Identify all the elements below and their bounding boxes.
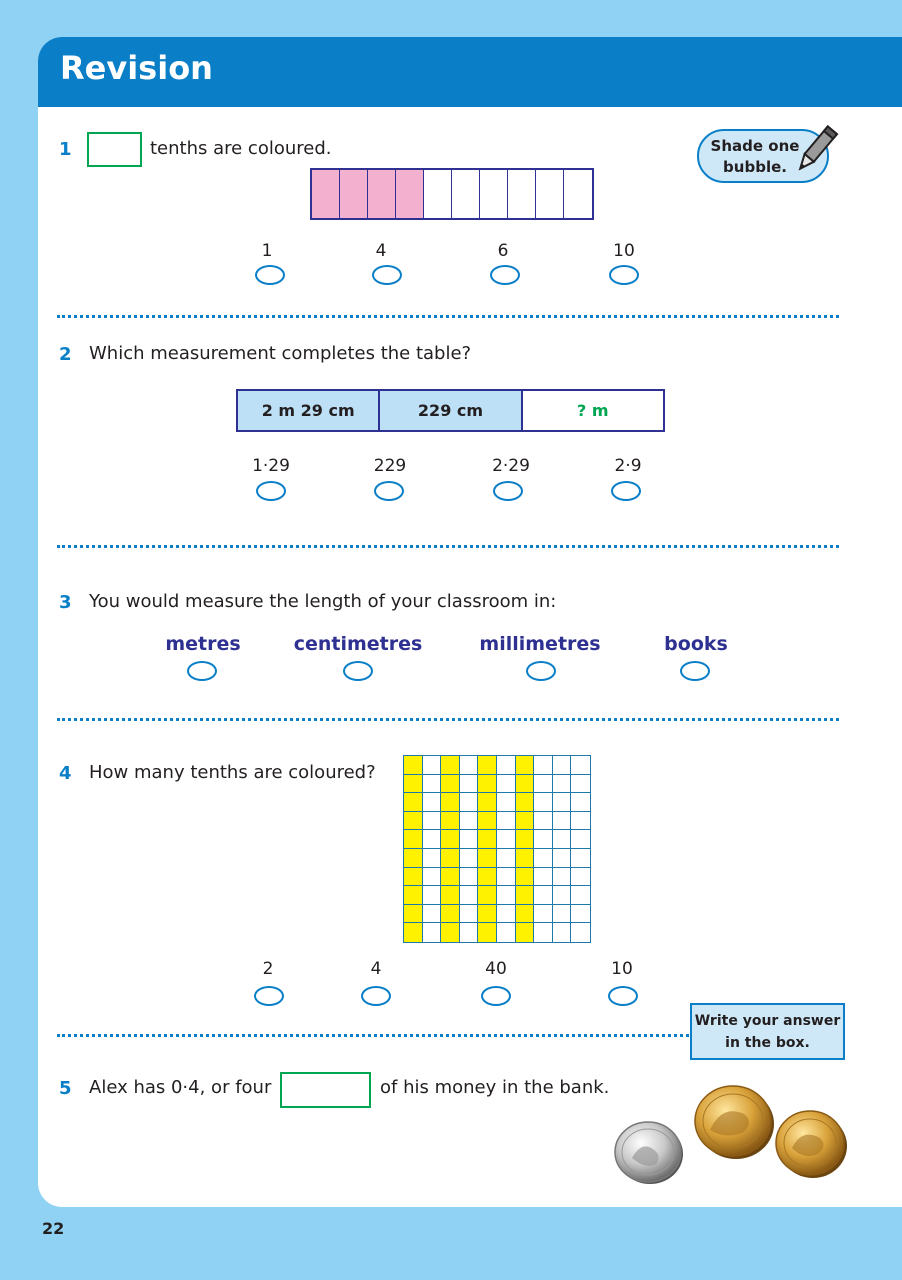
grid-cell-shaded xyxy=(441,812,460,831)
grid-cell xyxy=(460,775,479,794)
q2-table-cell: 229 cm xyxy=(378,391,520,430)
q2-option-label: 2·29 xyxy=(492,456,530,476)
grid-cell xyxy=(497,793,516,812)
q4-option-label: 10 xyxy=(611,959,633,979)
q3-option-label: books xyxy=(664,633,728,655)
coins-illustration xyxy=(610,1078,855,1190)
grid-cell-shaded xyxy=(404,812,423,831)
q2-table-cell: 2 m 29 cm xyxy=(238,391,378,430)
grid-cell xyxy=(423,793,442,812)
grid-cell xyxy=(571,756,590,775)
q3-text: You would measure the length of your classroom in: xyxy=(89,591,557,612)
grid-cell xyxy=(553,812,572,831)
grid-cell xyxy=(497,812,516,831)
grid-cell xyxy=(534,775,553,794)
grid-cell-shaded xyxy=(404,793,423,812)
grid-cell xyxy=(553,868,572,887)
q5-text-after: of his money in the bank. xyxy=(380,1077,610,1098)
q4-number: 4 xyxy=(59,763,72,784)
q2-option-bubble[interactable] xyxy=(374,481,404,501)
q2-option-label: 2·9 xyxy=(614,456,642,476)
grid-cell-shaded xyxy=(516,923,535,942)
q3-option-label: metres xyxy=(165,633,241,655)
grid-cell xyxy=(423,756,442,775)
q1-option-bubble[interactable] xyxy=(255,265,285,285)
grid-cell-shaded xyxy=(478,886,497,905)
strip-cell-shaded xyxy=(340,170,368,218)
q4-hundred-grid xyxy=(403,755,591,943)
grid-cell xyxy=(460,812,479,831)
q1-option-label: 6 xyxy=(497,241,509,261)
gold-coin-dollar xyxy=(695,1086,774,1159)
q3-number: 3 xyxy=(59,592,72,613)
grid-cell-shaded xyxy=(478,868,497,887)
grid-cell xyxy=(571,923,590,942)
grid-cell-shaded xyxy=(441,868,460,887)
grid-cell xyxy=(423,775,442,794)
grid-cell-shaded xyxy=(441,830,460,849)
grid-cell xyxy=(534,849,553,868)
grid-cell-shaded xyxy=(441,923,460,942)
grid-cell xyxy=(497,830,516,849)
grid-cell-shaded xyxy=(404,868,423,887)
q1-text: tenths are coloured. xyxy=(150,138,332,159)
grid-cell xyxy=(534,793,553,812)
write-tip-line2: in the box. xyxy=(725,1035,810,1051)
strip-cell xyxy=(424,170,452,218)
grid-cell xyxy=(423,830,442,849)
grid-cell xyxy=(553,775,572,794)
grid-cell xyxy=(497,868,516,887)
section-divider xyxy=(57,1034,689,1037)
gold-coin-two-dollar xyxy=(776,1111,847,1178)
grid-cell-shaded xyxy=(404,849,423,868)
grid-cell xyxy=(553,886,572,905)
q1-number: 1 xyxy=(59,139,72,160)
grid-cell xyxy=(423,886,442,905)
strip-cell xyxy=(480,170,508,218)
grid-cell-shaded xyxy=(516,830,535,849)
grid-cell xyxy=(423,868,442,887)
q4-text: How many tenths are coloured? xyxy=(89,762,376,783)
q2-measurement-table xyxy=(236,389,665,432)
q1-option-label: 1 xyxy=(261,241,273,261)
grid-cell xyxy=(460,923,479,942)
section-divider xyxy=(57,718,839,721)
grid-cell-shaded xyxy=(516,775,535,794)
q2-table-cell-unknown: ? m xyxy=(521,391,663,430)
q4-option-label: 4 xyxy=(370,959,382,979)
q1-option-bubble[interactable] xyxy=(609,265,639,285)
q5-text-before: Alex has 0·4, or four xyxy=(89,1077,272,1098)
q2-text: Which measurement completes the table? xyxy=(89,343,472,364)
strip-cell-shaded xyxy=(368,170,396,218)
grid-cell xyxy=(534,886,553,905)
q3-option-label: millimetres xyxy=(479,633,601,655)
page-title: Revision xyxy=(60,49,213,87)
page-header xyxy=(38,37,902,107)
grid-cell-shaded xyxy=(516,756,535,775)
grid-cell xyxy=(497,923,516,942)
section-divider xyxy=(57,315,839,318)
q2-option-bubble[interactable] xyxy=(493,481,523,501)
grid-cell xyxy=(553,905,572,924)
grid-cell-shaded xyxy=(441,905,460,924)
grid-cell xyxy=(534,923,553,942)
grid-cell xyxy=(423,905,442,924)
write-tip-line1: Write your answer xyxy=(694,1013,841,1029)
grid-cell xyxy=(423,812,442,831)
grid-cell-shaded xyxy=(404,905,423,924)
q1-option-label: 4 xyxy=(375,241,387,261)
grid-cell-shaded xyxy=(478,923,497,942)
grid-cell xyxy=(571,849,590,868)
grid-cell-shaded xyxy=(516,793,535,812)
grid-cell xyxy=(497,886,516,905)
grid-cell-shaded xyxy=(441,793,460,812)
q5-number: 5 xyxy=(59,1078,72,1099)
grid-cell xyxy=(534,905,553,924)
strip-cell xyxy=(564,170,592,218)
grid-cell-shaded xyxy=(478,849,497,868)
grid-cell-shaded xyxy=(516,812,535,831)
q4-option-bubble[interactable] xyxy=(361,986,391,1006)
grid-cell-shaded xyxy=(404,886,423,905)
grid-cell xyxy=(534,868,553,887)
grid-cell xyxy=(460,793,479,812)
grid-cell-shaded xyxy=(478,812,497,831)
grid-cell xyxy=(553,830,572,849)
q4-option-bubble[interactable] xyxy=(608,986,638,1006)
strip-cell-shaded xyxy=(312,170,340,218)
strip-cell xyxy=(536,170,564,218)
grid-cell-shaded xyxy=(404,923,423,942)
q5-answer-box[interactable] xyxy=(280,1072,371,1108)
q4-option-label: 2 xyxy=(262,959,274,979)
q2-option-bubble[interactable] xyxy=(256,481,286,501)
grid-cell xyxy=(571,868,590,887)
q2-option-bubble[interactable] xyxy=(611,481,641,501)
q4-option-label: 40 xyxy=(485,959,507,979)
grid-cell-shaded xyxy=(404,775,423,794)
grid-cell xyxy=(571,793,590,812)
strip-cell-shaded xyxy=(396,170,424,218)
q1-option-label: 10 xyxy=(613,241,635,261)
write-answer-tip xyxy=(690,1003,845,1060)
grid-cell xyxy=(460,756,479,775)
grid-cell-shaded xyxy=(441,849,460,868)
shade-tip-line2: bubble. xyxy=(723,158,787,176)
grid-cell-shaded xyxy=(478,756,497,775)
q2-option-label: 1·29 xyxy=(252,456,290,476)
grid-cell xyxy=(534,812,553,831)
grid-cell xyxy=(497,775,516,794)
grid-cell-shaded xyxy=(516,849,535,868)
grid-cell xyxy=(497,905,516,924)
grid-cell-shaded xyxy=(516,905,535,924)
grid-cell-shaded xyxy=(404,756,423,775)
grid-cell-shaded xyxy=(516,886,535,905)
grid-cell-shaded xyxy=(478,775,497,794)
strip-cell xyxy=(508,170,536,218)
page-number: 22 xyxy=(42,1219,65,1238)
grid-cell-shaded xyxy=(441,756,460,775)
shade-tip-line1: Shade one xyxy=(710,137,800,155)
grid-cell xyxy=(571,812,590,831)
pencil-icon xyxy=(790,122,840,180)
grid-cell-shaded xyxy=(404,830,423,849)
grid-cell xyxy=(460,849,479,868)
grid-cell-shaded xyxy=(441,775,460,794)
grid-cell xyxy=(553,849,572,868)
silver-coin xyxy=(615,1122,683,1184)
q1-option-bubble[interactable] xyxy=(372,265,402,285)
grid-cell-shaded xyxy=(478,793,497,812)
grid-cell xyxy=(571,775,590,794)
grid-cell xyxy=(571,905,590,924)
grid-cell xyxy=(553,923,572,942)
q4-option-bubble[interactable] xyxy=(481,986,511,1006)
grid-cell xyxy=(534,756,553,775)
section-divider xyxy=(57,545,839,548)
grid-cell xyxy=(423,923,442,942)
q1-option-bubble[interactable] xyxy=(490,265,520,285)
q3-option-bubble[interactable] xyxy=(526,661,556,681)
q2-option-label: 229 xyxy=(373,456,407,476)
grid-cell xyxy=(460,905,479,924)
grid-cell xyxy=(553,756,572,775)
grid-cell xyxy=(497,849,516,868)
q1-tenths-strip xyxy=(310,168,594,220)
grid-cell xyxy=(460,868,479,887)
grid-cell-shaded xyxy=(441,886,460,905)
grid-cell xyxy=(571,886,590,905)
grid-cell xyxy=(497,756,516,775)
q1-answer-box[interactable] xyxy=(87,132,142,167)
strip-cell xyxy=(452,170,480,218)
q2-number: 2 xyxy=(59,344,72,365)
q4-option-bubble[interactable] xyxy=(254,986,284,1006)
grid-cell xyxy=(460,886,479,905)
q3-option-bubble[interactable] xyxy=(187,661,217,681)
q3-option-bubble[interactable] xyxy=(680,661,710,681)
q3-option-bubble[interactable] xyxy=(343,661,373,681)
grid-cell xyxy=(460,830,479,849)
grid-cell xyxy=(571,830,590,849)
grid-cell xyxy=(423,849,442,868)
grid-cell xyxy=(553,793,572,812)
grid-cell-shaded xyxy=(478,830,497,849)
q3-option-label: centimetres xyxy=(293,633,423,655)
grid-cell-shaded xyxy=(516,868,535,887)
grid-cell-shaded xyxy=(478,905,497,924)
grid-cell xyxy=(534,830,553,849)
